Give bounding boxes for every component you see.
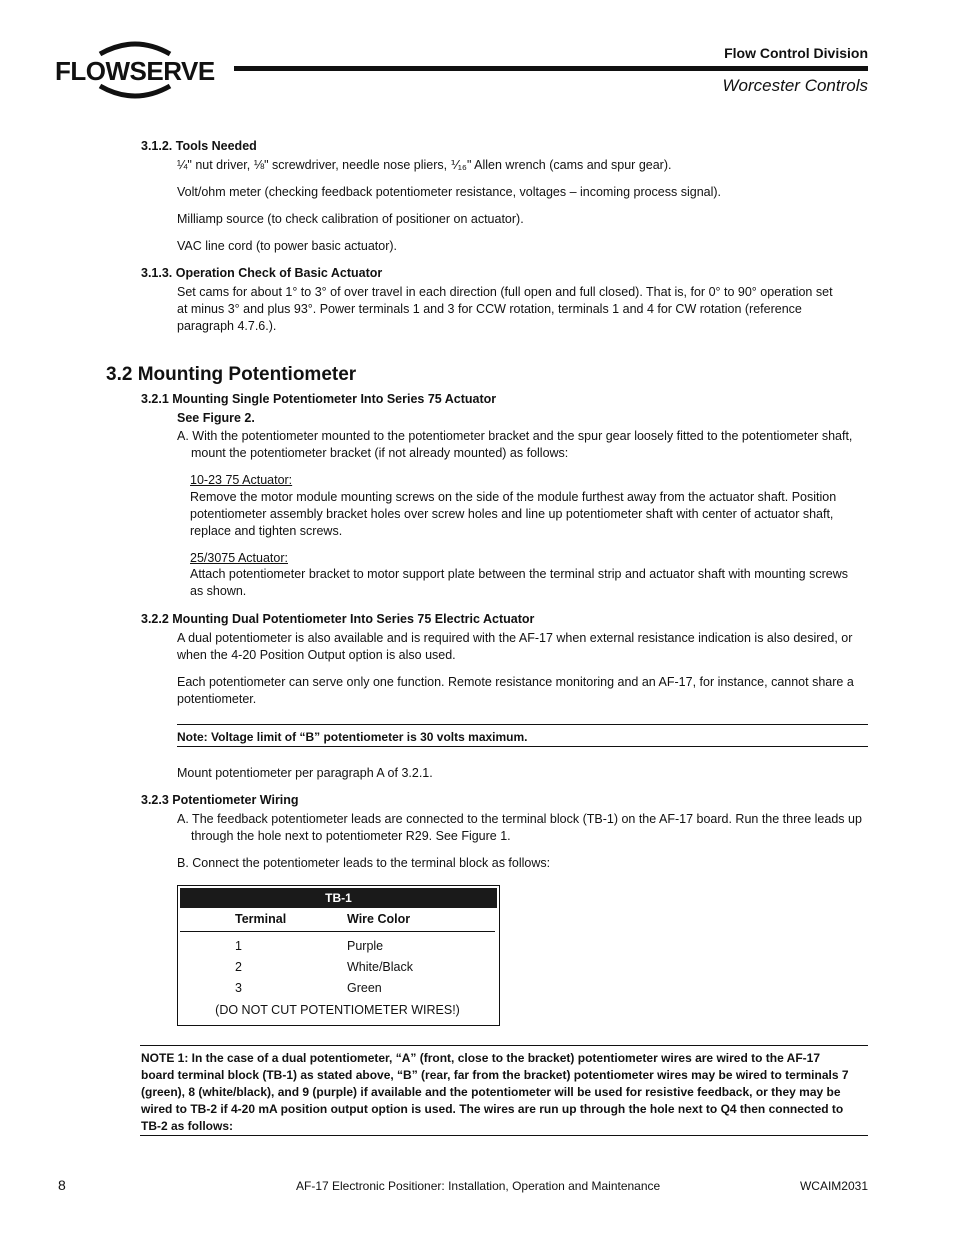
section-3-2-1-heading: 3.2.1 Mounting Single Potentiometer Into Series 75 Actuator [141, 392, 497, 406]
mount-a-line-2: mount the potentiometer bracket (if not already mounted) as follows: [191, 446, 569, 460]
section-3-1-2-heading: 3.1.2. Tools Needed [141, 139, 257, 153]
wiring-b-line: B. Connect the potentiometer leads to the terminal block as follows: [177, 856, 551, 870]
table-row-color: Purple [347, 939, 384, 953]
header-rule [234, 66, 868, 71]
note1-top-rule [140, 1045, 868, 1046]
note1-line-4: wired to TB-2 if 4-20 mA position output option is used. The wires are run up through the hole next to Q4 then connected to [141, 1102, 844, 1116]
wiring-a-line-2: through the hole next to potentiometer R29. See Figure 1. [191, 829, 511, 843]
note1-block [141, 1050, 867, 1135]
tools-line-3: Milliamp source (to check calibration of positioner on actuator). [177, 212, 524, 226]
operation-line-1: Set cams for about 1° to 3° of over travel in each direction (full open and full closed). That is, for 0° to 90° operation set [177, 285, 833, 299]
terminal-column-header: Terminal [235, 912, 287, 926]
subdivision-name: Worcester Controls [722, 76, 868, 95]
section-3-2-heading: 3.2 Mounting Potentiometer [106, 364, 357, 385]
tb1-title: TB-1 [180, 888, 497, 908]
section-3-2-2-heading: 3.2.2 Mounting Dual Potentiometer Into Series 75 Electric Actuator [141, 612, 535, 626]
note1-line-5: TB-2 as follows: [141, 1119, 234, 1133]
operation-line-3: paragraph 4.7.6.). [177, 319, 277, 333]
dual-pot-line-2: when the 4-20 Position Output option is also used. [177, 648, 456, 662]
section-3-2-3-heading: 3.2.3 Potentiometer Wiring [141, 793, 299, 807]
see-figure-2: See Figure 2. [177, 411, 255, 425]
tools-line-2: Volt/ohm meter (checking feedback potentiometer resistance, voltages – incoming process signal). [177, 185, 722, 199]
note1-line-2: board terminal block (TB-1) as stated above, “B” (rear, far from the bracket) potentiometer wires may be wired to terminals 7 [141, 1068, 849, 1082]
voltage-note: Note: Voltage limit of “B” potentiometer is 30 volts maximum. [177, 730, 528, 744]
wire-color-column-header: Wire Color [347, 912, 411, 926]
document-code: WCAIM2031 [799, 1179, 868, 1193]
svg-text:FLOWSERVE: FLOWSERVE [55, 56, 215, 86]
dual-pot-line-1: A dual potentiometer is also available and is required with the AF-17 when external resistance indication is also desired, or [177, 631, 853, 645]
tb1-table [177, 885, 500, 1026]
wiring-a-line-1: A. The feedback potentiometer leads are connected to the terminal block (TB-1) on the AF-17 board. Run the three leads up [177, 812, 862, 826]
actuator-10-23-heading: 10-23 75 Actuator: [190, 473, 293, 487]
each-pot-line-1: Each potentiometer can serve only one function. Remote resistance monitoring and an AF-17, for instance, cannot share a [177, 675, 854, 689]
table-row-terminal: 3 [235, 981, 242, 995]
footer-title: AF-17 Electronic Positioner: Installation, Operation and Maintenance [296, 1179, 661, 1193]
table-row-color: White/Black [347, 960, 413, 974]
flowserve-logo [55, 40, 215, 100]
mount-paragraph-note: Mount potentiometer per paragraph A of 3.2.1. [177, 766, 433, 780]
note1-line-1: NOTE 1: In the case of a dual potentiometer, “A” (front, close to the bracket) potentiometer wires are wired to the AF-17 [141, 1051, 821, 1065]
actuator-10-23-line-2: potentiometer assembly bracket holes over screw holes and line up potentiometer shaft with center of actuator shaft, [190, 507, 834, 521]
actuator-10-23-line-1: Remove the motor module mounting screws on the side of the module furthest away from the actuator shaft. Position [190, 490, 837, 504]
tools-line-1: ¼" nut driver, ⅛" screwdriver, needle nose pliers, ⅟₁₆" Allen wrench (cams and spur gear). [177, 158, 672, 172]
table-row-terminal: 2 [235, 960, 242, 974]
operation-line-2: at minus 3° and plus 93°. Power terminals 1 and 3 for CCW rotation, terminals 1 and 4 for CW rotation (reference [177, 302, 802, 316]
section-3-1-3-heading: 3.1.3. Operation Check of Basic Actuator [141, 266, 383, 280]
actuator-25-3075-heading: 25/3075 Actuator: [190, 551, 288, 565]
division-name: Flow Control Division [724, 45, 868, 61]
each-pot-line-2: potentiometer. [177, 692, 257, 706]
page-number: 8 [58, 1177, 66, 1193]
table-row-color: Green [347, 981, 382, 995]
voltage-note-box [177, 724, 868, 747]
note1-line-3: (green), 8 (white/black), and 9 (purple) if available and the potentiometer will be used for resistive feedback, or they may be [141, 1085, 841, 1099]
table-header-rule [180, 931, 495, 932]
mount-a-line-1: A. With the potentiometer mounted to the potentiometer bracket and the spur gear loosely fitted to the potentiometer shaft, [177, 429, 853, 443]
table-row-terminal: 1 [235, 939, 242, 953]
table-footnote: (DO NOT CUT POTENTIOMETER WIRES!) [215, 1003, 460, 1017]
note1-bottom-rule [140, 1135, 868, 1136]
actuator-10-23-line-3: replace and tighten screws. [190, 524, 343, 538]
actuator-25-3075-line-2: as shown. [190, 584, 247, 598]
actuator-25-3075-line-1: Attach potentiometer bracket to motor support plate between the terminal strip and actuator shaft with mounting screws [190, 567, 848, 581]
tools-line-4: VAC line cord (to power basic actuator). [177, 239, 398, 253]
